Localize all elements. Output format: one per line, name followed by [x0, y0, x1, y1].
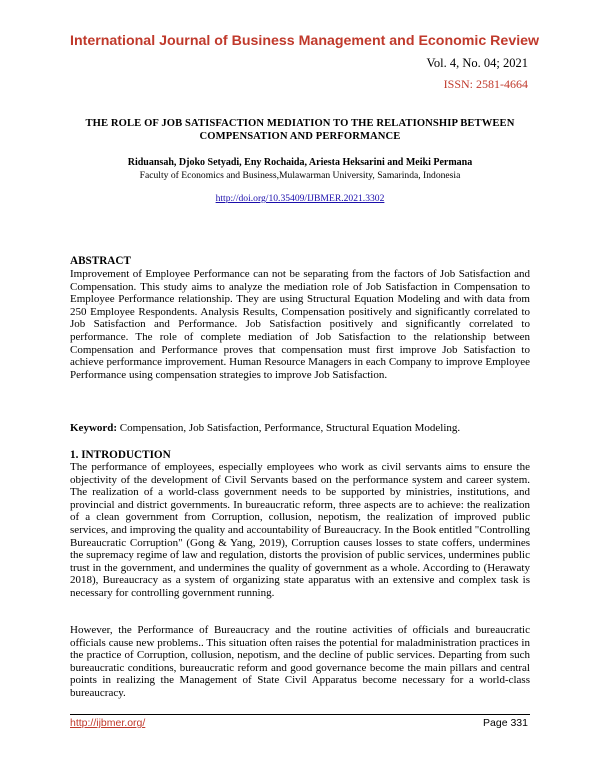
- page-number: Page 331: [483, 717, 528, 729]
- journal-title: International Journal of Business Management and Economic Review: [70, 33, 540, 49]
- article-affiliation: Faculty of Economics and Business,Mulawarman University, Samarinda, Indonesia: [139, 170, 461, 181]
- abstract-heading: ABSTRACT: [70, 255, 131, 267]
- doi-link[interactable]: http://doi.org/10.35409/IJBMER.2021.3302: [215, 193, 385, 204]
- footer-link[interactable]: http://ijbmer.org/: [70, 717, 146, 729]
- introduction-heading: 1. INTRODUCTION: [70, 449, 171, 461]
- article-authors: Riduansah, Djoko Setyadi, Eny Rochaida, Ariesta Heksarini and Meiki Permana: [127, 157, 473, 168]
- doi-line: [70, 193, 530, 204]
- abstract-text: Improvement of Employee Performance can not be separating from the factors of Job Satisfaction and Compensation. This study aims to analyze the mediation role of Job Satisfaction in Compensation to Employee Performance relationship. They are using Structural Equation Modeling and with data from 250 Employee Respondents. Analysis Results, Compensation positively and significantly correlated to Job Satisfaction and Performance. Job Satisfaction positively and significantly correlated to performance. The role of complete mediation of Job Satisfaction to the relationship between Compensation and Performance proves that compensation must first improve Job Satisfaction to achieve performance improvement. Human Resource Managers in each Company to improve Employee Performance using compensation strategies to improve Job Satisfaction.: [70, 268, 530, 381]
- volume-issue: Vol. 4, No. 04; 2021: [426, 56, 528, 70]
- issn: ISSN: 2581-4664: [443, 77, 528, 91]
- keywords-text: Compensation, Job Satisfaction, Performance, Structural Equation Modeling.: [119, 422, 461, 434]
- keywords: [70, 422, 530, 435]
- keywords-label: Keyword:: [70, 422, 118, 434]
- footer-divider: [70, 714, 530, 715]
- introduction-paragraph-1: The performance of employees, especially employees who work as civil servants aims to ensure the objectivity of the development of Civil Servants based on the performance system and career system. The realization of a world-class government needs to be supported by ministries, institutions, and provincial and district governments. In bureaucratic reform, three aspects are to achieve: the realization of a clean government from Corruption, collusion, nepotism, the realization of improved public services, and improving the quality and accountability of Bureaucracy. In the Book entitled "Controlling Bureaucratic Corruption" (Gong & Yang, 2019), Corruption causes losses to state coffers, undermines the supremacy regime of law and regulation, distorts the provision of public services, undermines public trust in the government, and undermines the quality of government as a whole. According to (Herawaty 2018), Bureaucracy as a system of organizing state apparatus with an extensive and complex task is necessary for controlling government running.: [70, 461, 530, 599]
- article-title: THE ROLE OF JOB SATISFACTION MEDIATION TO THE RELATIONSHIP BETWEEN COMPENSATION AND PERFORMANCE: [85, 118, 515, 142]
- introduction-paragraph-2: However, the Performance of Bureaucracy and the routine activities of officials and bureaucratic officials cause new problems.. This situation often raises the potential for maladministration practices in the practice of Corruption, collusion, nepotism, and the decline of public services. Departing from such bureaucratic conditions, bureaucratic reform and good governance become the main pillars and central points in realizing the Management of State Civil Apparatus become necessary for a world-class bureaucracy.: [70, 624, 530, 699]
